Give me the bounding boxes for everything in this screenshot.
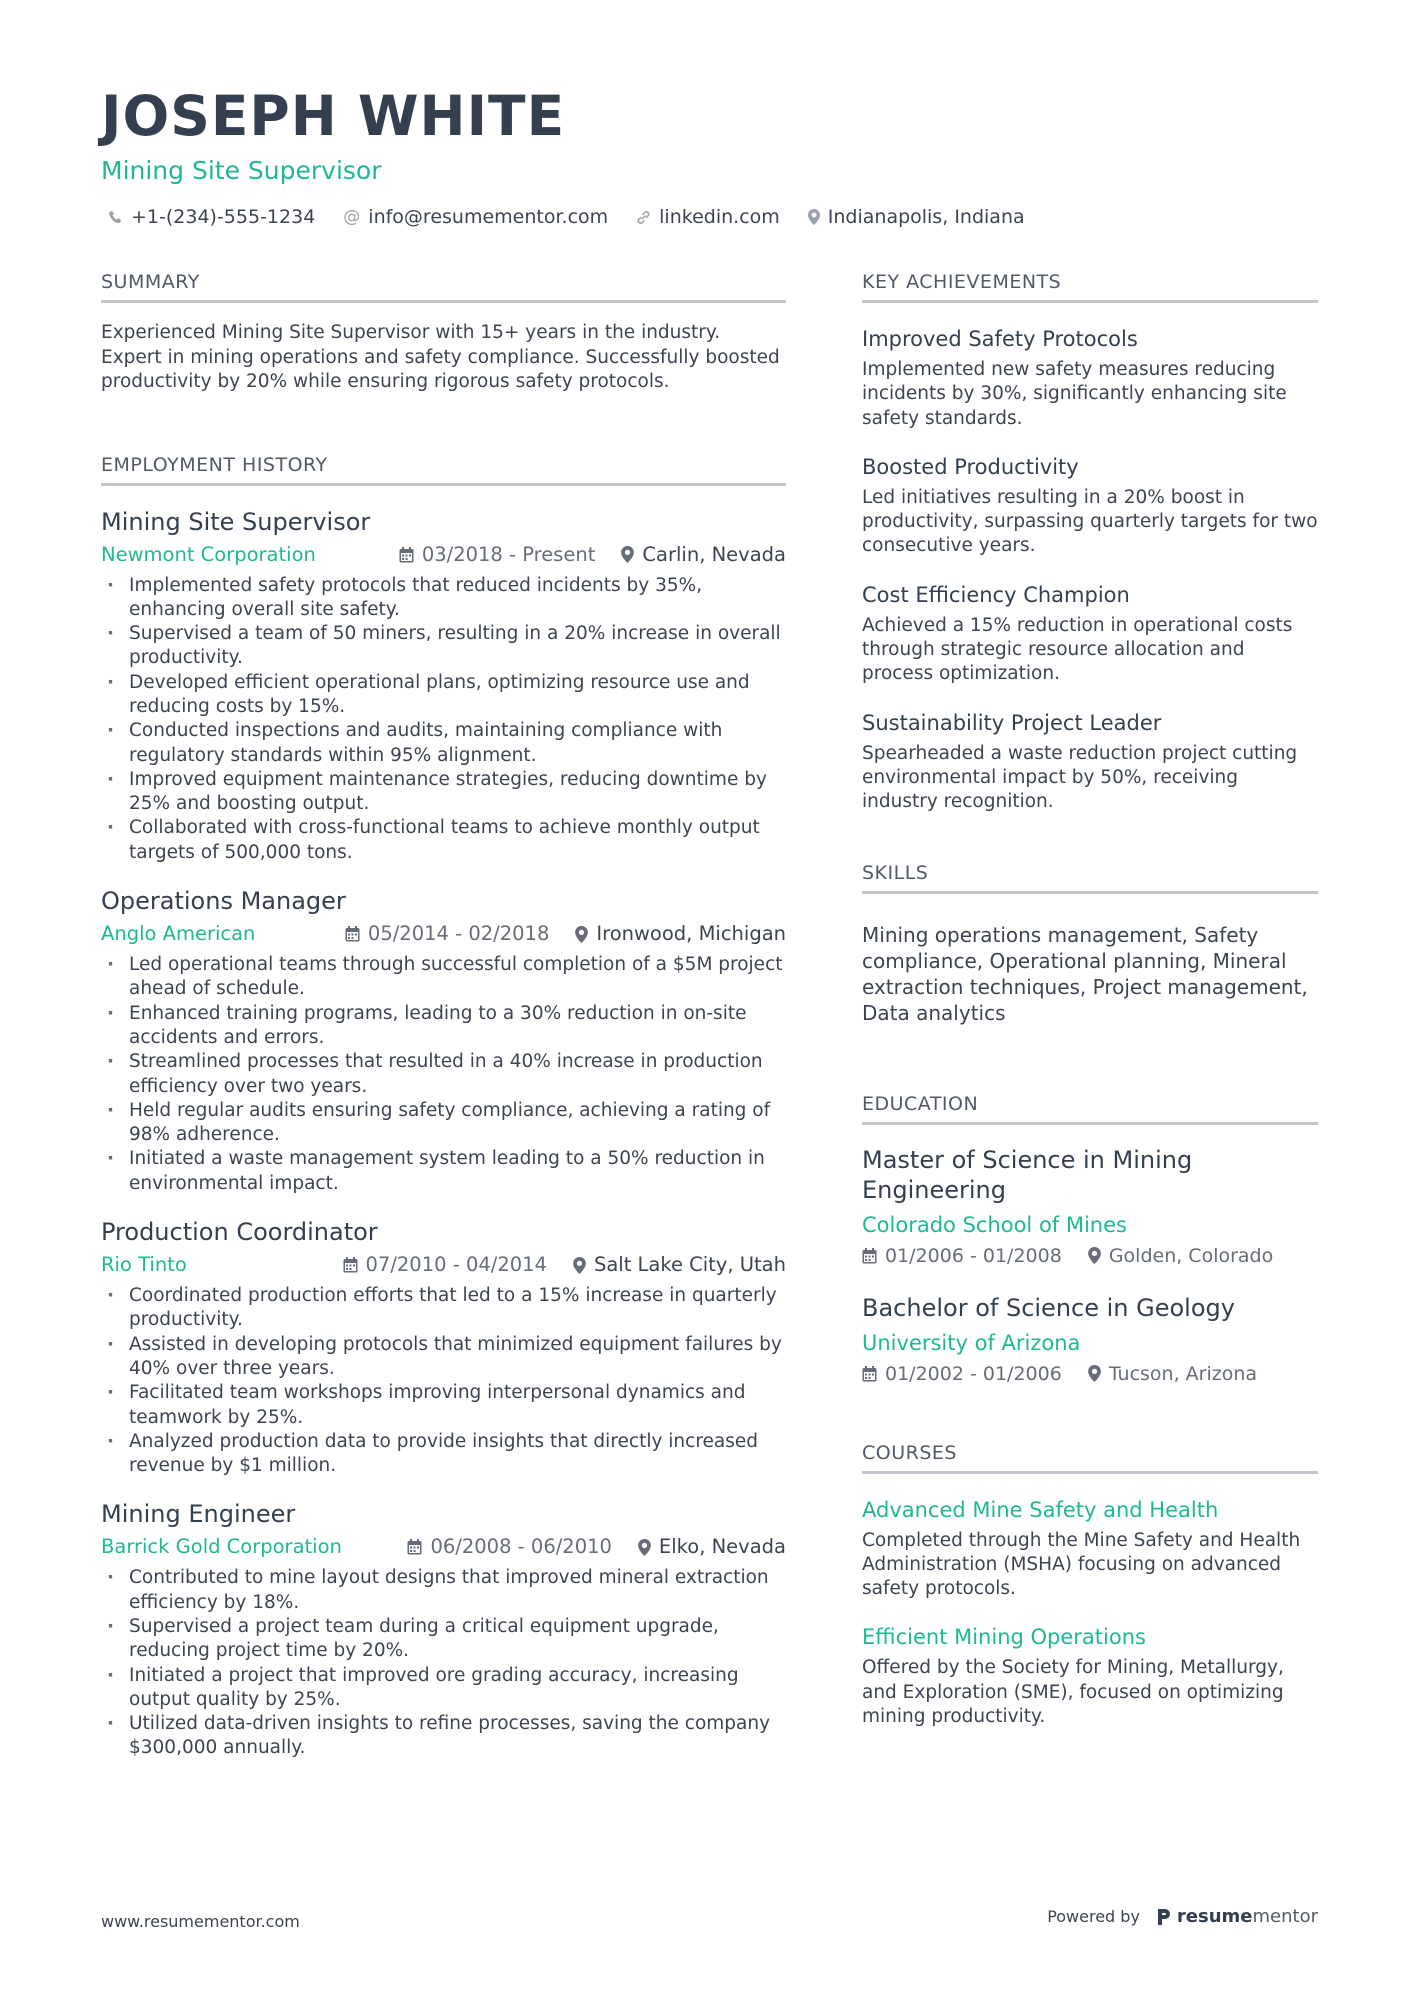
job-bullet: · Coordinated production efforts that led to a 15% increase in quarterly productivity. [101, 1284, 786, 1333]
job-dates-text: 03/2018 - Present [421, 542, 596, 566]
calendar-icon [862, 1248, 877, 1264]
education-list [862, 1145, 1318, 1387]
job-company: Newmont Corporation [101, 542, 316, 566]
course-item [862, 1496, 1318, 1602]
job-title: Production Coordinator [101, 1218, 378, 1247]
achievement-desc: Achieved a 15% reduction in operational costs through strategic resource allocation and process optimization. [862, 614, 1293, 685]
linkedin-text: linkedin.com [659, 206, 780, 228]
courses-section [862, 1441, 1318, 1730]
candidate-name: JOSEPH WHITE [101, 84, 566, 148]
education-meta [862, 1243, 1318, 1269]
location-pin-icon [575, 926, 588, 943]
education-dates [862, 1361, 1062, 1387]
contact-linkedin [636, 206, 780, 228]
job-bullet: · Led operational teams through successful completion of a $5M project ahead of schedule. [101, 953, 786, 1002]
course-desc: Completed through the Mine Safety and Health Administration (MSHA) focusing on advanced safety protocols. [862, 1529, 1301, 1600]
job-bullets [101, 953, 786, 1196]
job-bullet: · Supervised a project team during a critical equipment upgrade, reducing project time by 20%. [101, 1615, 786, 1664]
job-bullet: · Enhanced training programs, leading to a 30% reduction in on-site accidents and errors. [101, 1002, 786, 1051]
education-location [1088, 1361, 1257, 1387]
job-bullets [101, 1566, 786, 1760]
education-section [862, 1092, 1318, 1387]
employment-section [101, 453, 786, 1761]
education-school: University of Arizona [862, 1330, 1081, 1355]
contact-location [808, 206, 1025, 228]
education-item [862, 1293, 1318, 1387]
job-entry [101, 506, 786, 866]
location-pin-icon [638, 1539, 651, 1556]
course-title: Advanced Mine Safety and Health [862, 1497, 1219, 1522]
calendar-icon [399, 547, 414, 563]
location-pin-icon [573, 1257, 586, 1274]
job-bullet: · Initiated a waste management system leading to a 50% reduction in environmental impact. [101, 1147, 786, 1196]
location-pin-icon [621, 546, 634, 563]
phone-icon [109, 210, 123, 224]
left-column [101, 270, 786, 1761]
job-meta [101, 542, 786, 568]
location-pin-icon [1088, 1365, 1101, 1382]
achievement-item [862, 325, 1318, 431]
at-icon: @ [343, 207, 361, 227]
education-dates [862, 1243, 1062, 1269]
course-title: Efficient Mining Operations [862, 1625, 1146, 1650]
job-entry [101, 885, 786, 1196]
job-title: Mining Engineer [101, 1500, 296, 1529]
job-dates [407, 1534, 611, 1560]
achievement-item [862, 709, 1318, 815]
job-bullet: · Developed efficient operational plans, optimizing resource use and reducing costs by 15%. [101, 671, 786, 720]
job-dates [399, 542, 596, 568]
contact-row [101, 206, 1321, 228]
education-item [862, 1145, 1318, 1269]
courses-heading: COURSES [862, 1441, 1318, 1474]
job-company: Anglo American [101, 922, 256, 946]
achievement-title: Cost Efficiency Champion [862, 582, 1130, 607]
achievement-title: Boosted Productivity [862, 454, 1079, 479]
job-location [575, 921, 786, 947]
job-meta [101, 1252, 786, 1278]
calendar-icon [343, 1257, 358, 1273]
achievements-section [862, 270, 1318, 815]
calendar-icon [345, 926, 360, 942]
job-bullet: · Improved equipment maintenance strategies, reducing downtime by 25% and boosting output. [101, 768, 786, 817]
course-item [862, 1623, 1318, 1729]
achievement-desc: Implemented new safety measures reducing incidents by 30%, significantly enhancing site safety standards. [862, 359, 1287, 429]
summary-section [101, 270, 786, 395]
job-list [101, 506, 786, 1761]
employment-heading: EMPLOYMENT HISTORY [101, 453, 786, 486]
course-desc: Offered by the Society for Mining, Metallurgy, and Exploration (SME), focused on optimizing mining productivity. [862, 1657, 1284, 1728]
job-location [621, 542, 786, 568]
education-degree: Master of Science in Mining Engineering [862, 1145, 1193, 1204]
job-bullets [101, 1284, 786, 1478]
job-dates-text: 06/2008 - 06/2010 [430, 1535, 612, 1559]
achievement-desc: Spearheaded a waste reduction project cutting environmental impact by 50%, receiving industry recognition. [862, 742, 1298, 813]
skills-heading: SKILLS [862, 861, 1318, 894]
job-location [573, 1252, 786, 1278]
location-text: Indianapolis, Indiana [827, 206, 1025, 228]
location-pin-icon [1088, 1247, 1101, 1264]
job-entry [101, 1216, 786, 1478]
job-location-text: Ironwood, Michigan [596, 922, 786, 946]
footer-website: www.resumementor.com [101, 1912, 300, 1931]
job-dates [343, 1252, 547, 1278]
job-location-text: Salt Lake City, Utah [593, 1253, 786, 1277]
job-bullets [101, 574, 786, 866]
job-location-text: Carlin, Nevada [642, 542, 786, 566]
summary-text: Experienced Mining Site Supervisor with 15+ years in the industry. Expert in mining operations and safety compliance. Successfully boosted productivity by 20% while ensuring rigorous safety protocols. [101, 322, 780, 392]
job-company: Barrick Gold Corporation [101, 1535, 342, 1559]
phone-text: +1-(234)-555-1234 [131, 206, 316, 228]
achievement-list [862, 325, 1318, 815]
achievement-item [862, 581, 1318, 687]
job-bullet: · Assisted in developing protocols that minimized equipment failures by 40% over three years. [101, 1333, 786, 1382]
brand-bold: resume [1176, 1906, 1253, 1927]
candidate-title: Mining Site Supervisor [101, 156, 382, 185]
job-meta [101, 1534, 786, 1560]
calendar-icon [862, 1366, 877, 1382]
education-school: Colorado School of Mines [862, 1212, 1127, 1237]
job-company: Rio Tinto [101, 1253, 187, 1277]
education-heading: EDUCATION [862, 1092, 1318, 1125]
calendar-icon [407, 1539, 422, 1555]
job-bullet: · Supervised a team of 50 miners, resulting in a 20% increase in overall productivity. [101, 622, 786, 671]
job-bullet: · Conducted inspections and audits, maintaining compliance with regulatory standards within 95% alignment. [101, 719, 786, 768]
job-meta [101, 921, 786, 947]
job-bullet: · Facilitated team workshops improving interpersonal dynamics and teamwork by 25%. [101, 1381, 786, 1430]
skills-text: Mining operations management, Safety compliance, Operational planning, Mineral extraction techniques, Project management, Data analytics [862, 922, 1308, 1025]
job-bullet: · Analyzed production data to provide insights that directly increased revenue by $1 million. [101, 1430, 786, 1479]
job-bullet: · Held regular audits ensuring safety compliance, achieving a rating of 98% adherence. [101, 1099, 786, 1148]
job-title: Operations Manager [101, 887, 346, 916]
footer-powered [1047, 1906, 1318, 1927]
brand-light: mentor [1252, 1906, 1318, 1927]
education-location [1088, 1243, 1273, 1269]
brand-logo [1156, 1906, 1318, 1927]
course-list [862, 1496, 1318, 1730]
right-column [862, 270, 1318, 1729]
job-title: Mining Site Supervisor [101, 507, 371, 536]
job-bullet: · Streamlined processes that resulted in a 40% increase in production efficiency over two years. [101, 1050, 786, 1099]
location-pin-icon [808, 209, 820, 225]
contact-phone [109, 206, 315, 228]
contact-email [343, 206, 608, 228]
job-dates [345, 921, 549, 947]
brand-mark-icon [1156, 1907, 1172, 1927]
link-icon [636, 210, 651, 225]
job-bullet: · Collaborated with cross-functional teams to achieve monthly output targets of 500,000 tons. [101, 816, 786, 865]
job-bullet: · Initiated a project that improved ore grading accuracy, increasing output quality by 25%. [101, 1664, 786, 1713]
job-dates-text: 07/2010 - 04/2014 [365, 1253, 547, 1277]
job-bullet: · Utilized data-driven insights to refine processes, saving the company $300,000 annually. [101, 1712, 786, 1761]
achievements-heading: KEY ACHIEVEMENTS [862, 270, 1318, 303]
summary-heading: SUMMARY [101, 270, 786, 303]
job-bullet: · Implemented safety protocols that reduced incidents by 35%, enhancing overall site safety. [101, 574, 786, 623]
resume-header [101, 84, 1321, 228]
education-location-text: Golden, Colorado [1108, 1244, 1274, 1267]
powered-by-label: Powered by [1047, 1907, 1140, 1926]
achievement-title: Sustainability Project Leader [862, 710, 1162, 735]
achievement-desc: Led initiatives resulting in a 20% boost in productivity, surpassing quarterly targets for two consecutive years. [862, 486, 1318, 557]
job-location-text: Elko, Nevada [658, 1535, 786, 1559]
job-dates-text: 05/2014 - 02/2018 [367, 922, 550, 946]
job-bullet: · Contributed to mine layout designs that improved mineral extraction efficiency by 18%. [101, 1566, 786, 1615]
achievement-title: Improved Safety Protocols [862, 327, 1138, 351]
education-degree: Bachelor of Science in Geology [862, 1293, 1235, 1322]
education-dates-text: 01/2002 - 01/2006 [885, 1362, 1062, 1385]
education-dates-text: 01/2006 - 01/2008 [885, 1244, 1062, 1267]
email-text: info@resumementor.com [368, 206, 609, 228]
achievement-item [862, 453, 1318, 559]
job-location [638, 1534, 786, 1560]
job-entry [101, 1498, 786, 1760]
skills-section [862, 861, 1318, 1026]
education-meta [862, 1361, 1318, 1387]
education-location-text: Tucson, Arizona [1108, 1362, 1258, 1385]
